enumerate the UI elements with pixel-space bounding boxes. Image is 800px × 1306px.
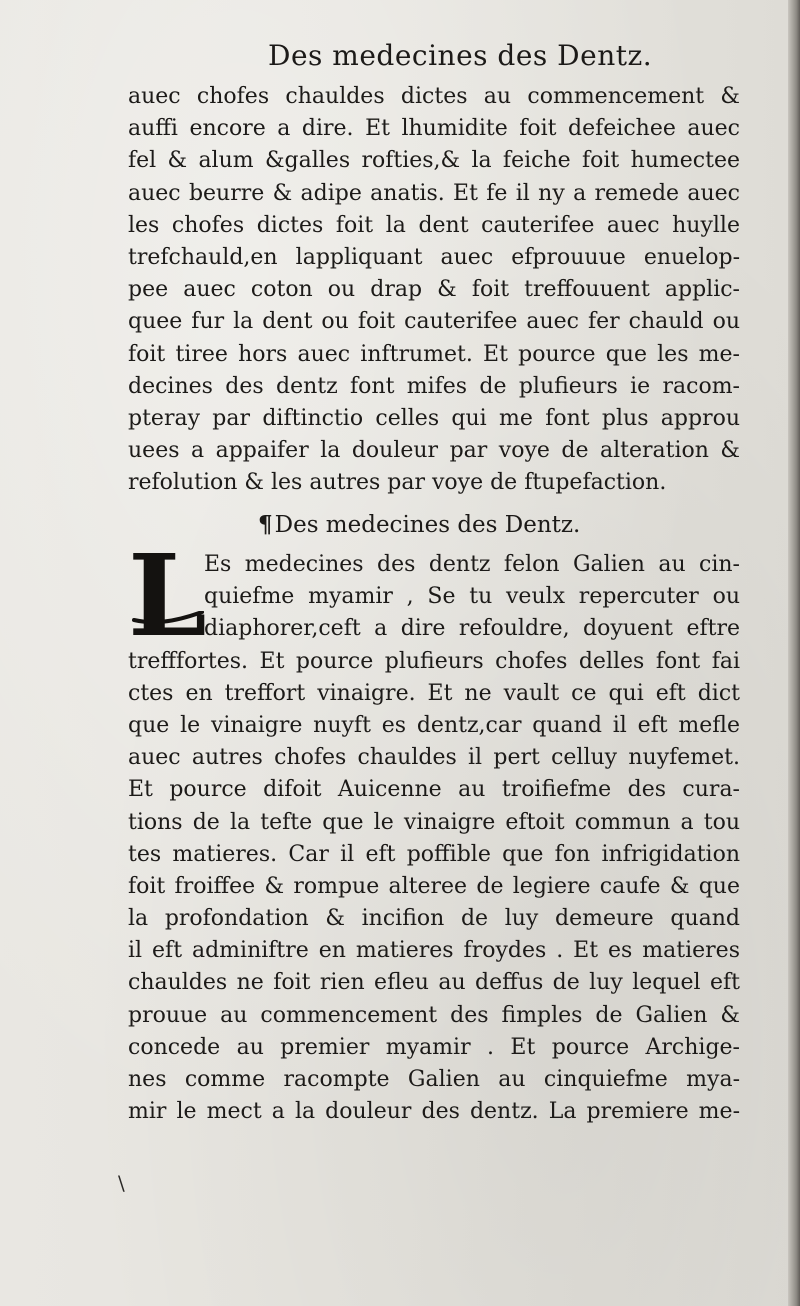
text-line: foit tiree hors auec inftrumet. Et pource que les me- [128,341,740,367]
text-line: chauldes ne foit rien efleu au deffus de luy lequel eft [128,970,740,996]
text-line: la profondation & incifion de luy demeure quand [128,906,740,932]
text-line: uees a appaifer la douleur par voye de alteration & [128,438,740,464]
text-line: auec chofes chauldes dictes au commencement & [128,84,740,109]
text-line: tions de la tefte que le vinaigre eftoit commun a tou [128,809,740,835]
text-line: quiefme myamir , Se tu veulx repercuter ou [204,584,740,610]
text-line: pee auec coton ou drap & foit treffouuent applic- [128,277,740,303]
text-line: nes comme racompte Galien au cinquiefme mya- [128,1067,740,1092]
text-line: auffi encore a dire. Et lhumidite foit defeichee auec [128,116,740,142]
text-line: trefchauld,en lappliquant auec efprouuue enuelop- [128,244,740,270]
text-line: concede au premier myamir . Et pource Archige- [128,1034,740,1060]
text-line: tes matieres. Car il eft poffible que fon infrigidation [128,841,740,867]
text-line: refolution & les autres par voye de ftupefaction. [128,470,667,496]
text-line: les chofes dictes foit la dent cauterifee auec huylle [128,212,740,238]
text-line: il eft adminiftre en matieres froydes . Et es matieres [128,938,740,964]
running-title: Des medecines des Dentz. [268,39,653,72]
stray-ink-mark: \ [118,1171,125,1195]
text-line: que le vinaigre nuyft es dentz,car quand il eft mefle [128,712,740,738]
text-line: mir le mect a la douleur des dentz. La premiere me- [128,1099,740,1125]
text-line: foit froiffee & rompue alteree de legiere caufe & que [128,873,740,899]
text-line: ctes en treffort vinaigre. Et ne vault ce qui eft dict [128,680,740,706]
text-line: pteray par diftinctio celles qui me font plus approu [128,405,740,431]
text-line: Et pource difoit Auicenne au troifiefme des cura- [128,777,740,803]
section-heading [258,508,580,542]
text-line: fel & alum &galles rofties,& la feiche foit humectee [128,148,740,174]
text-line: trefffortes. Et pource plufieurs chofes delles font fai [128,648,740,674]
text-line: quee fur la dent ou foit cauterifee auec fer chauld ou [128,309,740,335]
text-line: auec autres chofes chauldes il pert celluy nuyfemet. [128,745,740,771]
drop-cap-letter: L [128,531,207,662]
text-line: auec beurre & adipe anatis. Et fe il ny a remede auec [128,180,740,206]
text-line: decines des dentz font mifes de plufieurs ie racom- [128,373,740,399]
pilcrow-icon: ¶ [258,511,273,538]
text-line: diaphorer,ceft a dire refouldre, doyuent eftre [204,616,740,642]
text-line: Es medecines des dentz felon Galien au cin- [204,552,740,577]
page-edge-shadow [788,0,800,1306]
paragraph-2 [128,531,740,1128]
drop-cap-flourish-icon [132,611,204,625]
text-line: prouue au commencement des fimples de Galien & [128,1002,740,1028]
paragraph-1 [128,81,740,499]
section-heading-text: Des medecines des Dentz. [274,512,581,538]
